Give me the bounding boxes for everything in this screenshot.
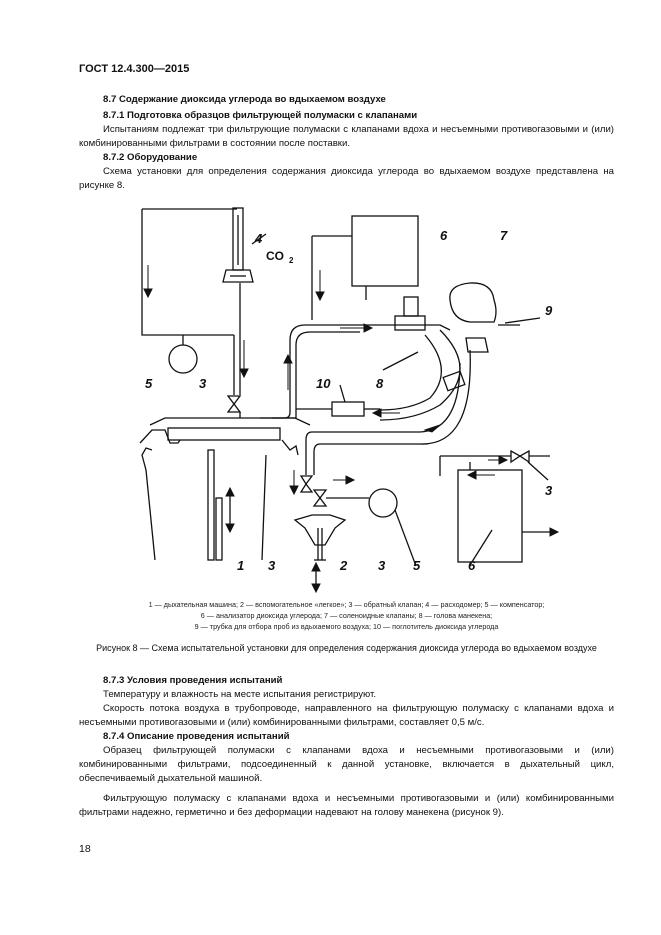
label-3-top: 3 — [199, 376, 207, 391]
section-title-8-7-1: 8.7.1 Подготовка образцов фильтрующей полумаски с клапанами — [103, 110, 418, 121]
label-6-bottom: 6 — [468, 558, 476, 573]
section-title-8-7-4: 8.7.4 Описание проведения испытаний — [103, 731, 290, 742]
label-4: 4 — [255, 231, 263, 246]
test-setup-diagram — [0, 195, 661, 595]
paragraph-8-7-2: Схема установки для определения содержания диоксида углерода во вдыхаемом воздухе представлена на рисунке 8. — [79, 166, 614, 191]
section-title-8-7-3: 8.7.3 Условия проведения испытаний — [103, 675, 283, 686]
label-7: 8 — [376, 376, 384, 391]
label-5-left: 5 — [145, 376, 153, 391]
paragraph-8-7-3-2: Скорость потока воздуха в трубопроводе, направленного на фильтрующую полумаску с клапанами вдоха и несъемными противогазовыми и (или) комбинированными фильтрами, составляет 0,5 м/с. — [79, 703, 614, 728]
label-3-right: 3 — [378, 558, 386, 573]
label-3-left: 3 — [268, 558, 276, 573]
label-9: 9 — [545, 303, 553, 318]
paragraph-8-7-4-2: Фильтрующую полумаску с клапанами вдоха и несъемными противогазовыми и (или) комбинированными фильтрами надежно, герметично и без деформации надевают на голову манекена (рисунок 9). — [79, 793, 614, 818]
page-number: 18 — [79, 843, 91, 855]
label-10: 10 — [316, 376, 331, 391]
section-title-8-7-2: 8.7.2 Оборудование — [103, 152, 198, 163]
paragraph-8-7-1: Испытаниям подлежат три фильтрующие полумаски с клапанами вдоха и несъемными противогазовыми и (или) комбинированными фильтрами в состоянии после поставки. — [79, 124, 614, 149]
label-3-far-right: 3 — [545, 483, 553, 498]
label-8: 7 — [500, 228, 508, 243]
paragraph-8-7-3-1: Температуру и влажность на месте испытания регистрируют. — [103, 689, 376, 700]
figure-caption: Рисунок 8 — Схема испытательной установки для определения содержания диоксида углерода во вдыхаемом воздухе — [96, 643, 597, 653]
label-2: 2 — [340, 558, 348, 573]
paragraph-8-7-4-1: Образец фильтрующей полумаски с клапанами вдоха и несъемными противогазовыми и (или) комбинированными фильтрами, подсоединенный к данной установке, включается в дыхательный цикл, обеспечиваемый дыхательной машиной. — [79, 745, 614, 784]
figure-legend-line-1: 1 — дыхательная машина; 2 — вспомогательное «легкое»; 3 — обратный клапан; 4 — расходомер; 5 — компенсатор; — [148, 600, 545, 609]
section-title-8-7: 8.7 Содержание диоксида углерода во вдыхаемом воздухе — [103, 94, 386, 105]
label-5-right: 5 — [413, 558, 421, 573]
figure-legend-line-2: 6 — анализатор диоксида углерода; 7 — соленоидные клапаны; 8 — голова манекена; — [200, 611, 493, 620]
standard-header: ГОСТ 12.4.300—2015 — [79, 63, 190, 75]
co2-label: CO — [266, 249, 284, 263]
figure-legend-line-3: 9 — трубка для отбора проб из вдыхаемого воздуха; 10 — поглотитель диоксида углерода — [194, 622, 499, 631]
label-6-top: 6 — [440, 228, 448, 243]
label-1: 1 — [237, 558, 245, 573]
co2-subscript: 2 — [289, 256, 294, 265]
